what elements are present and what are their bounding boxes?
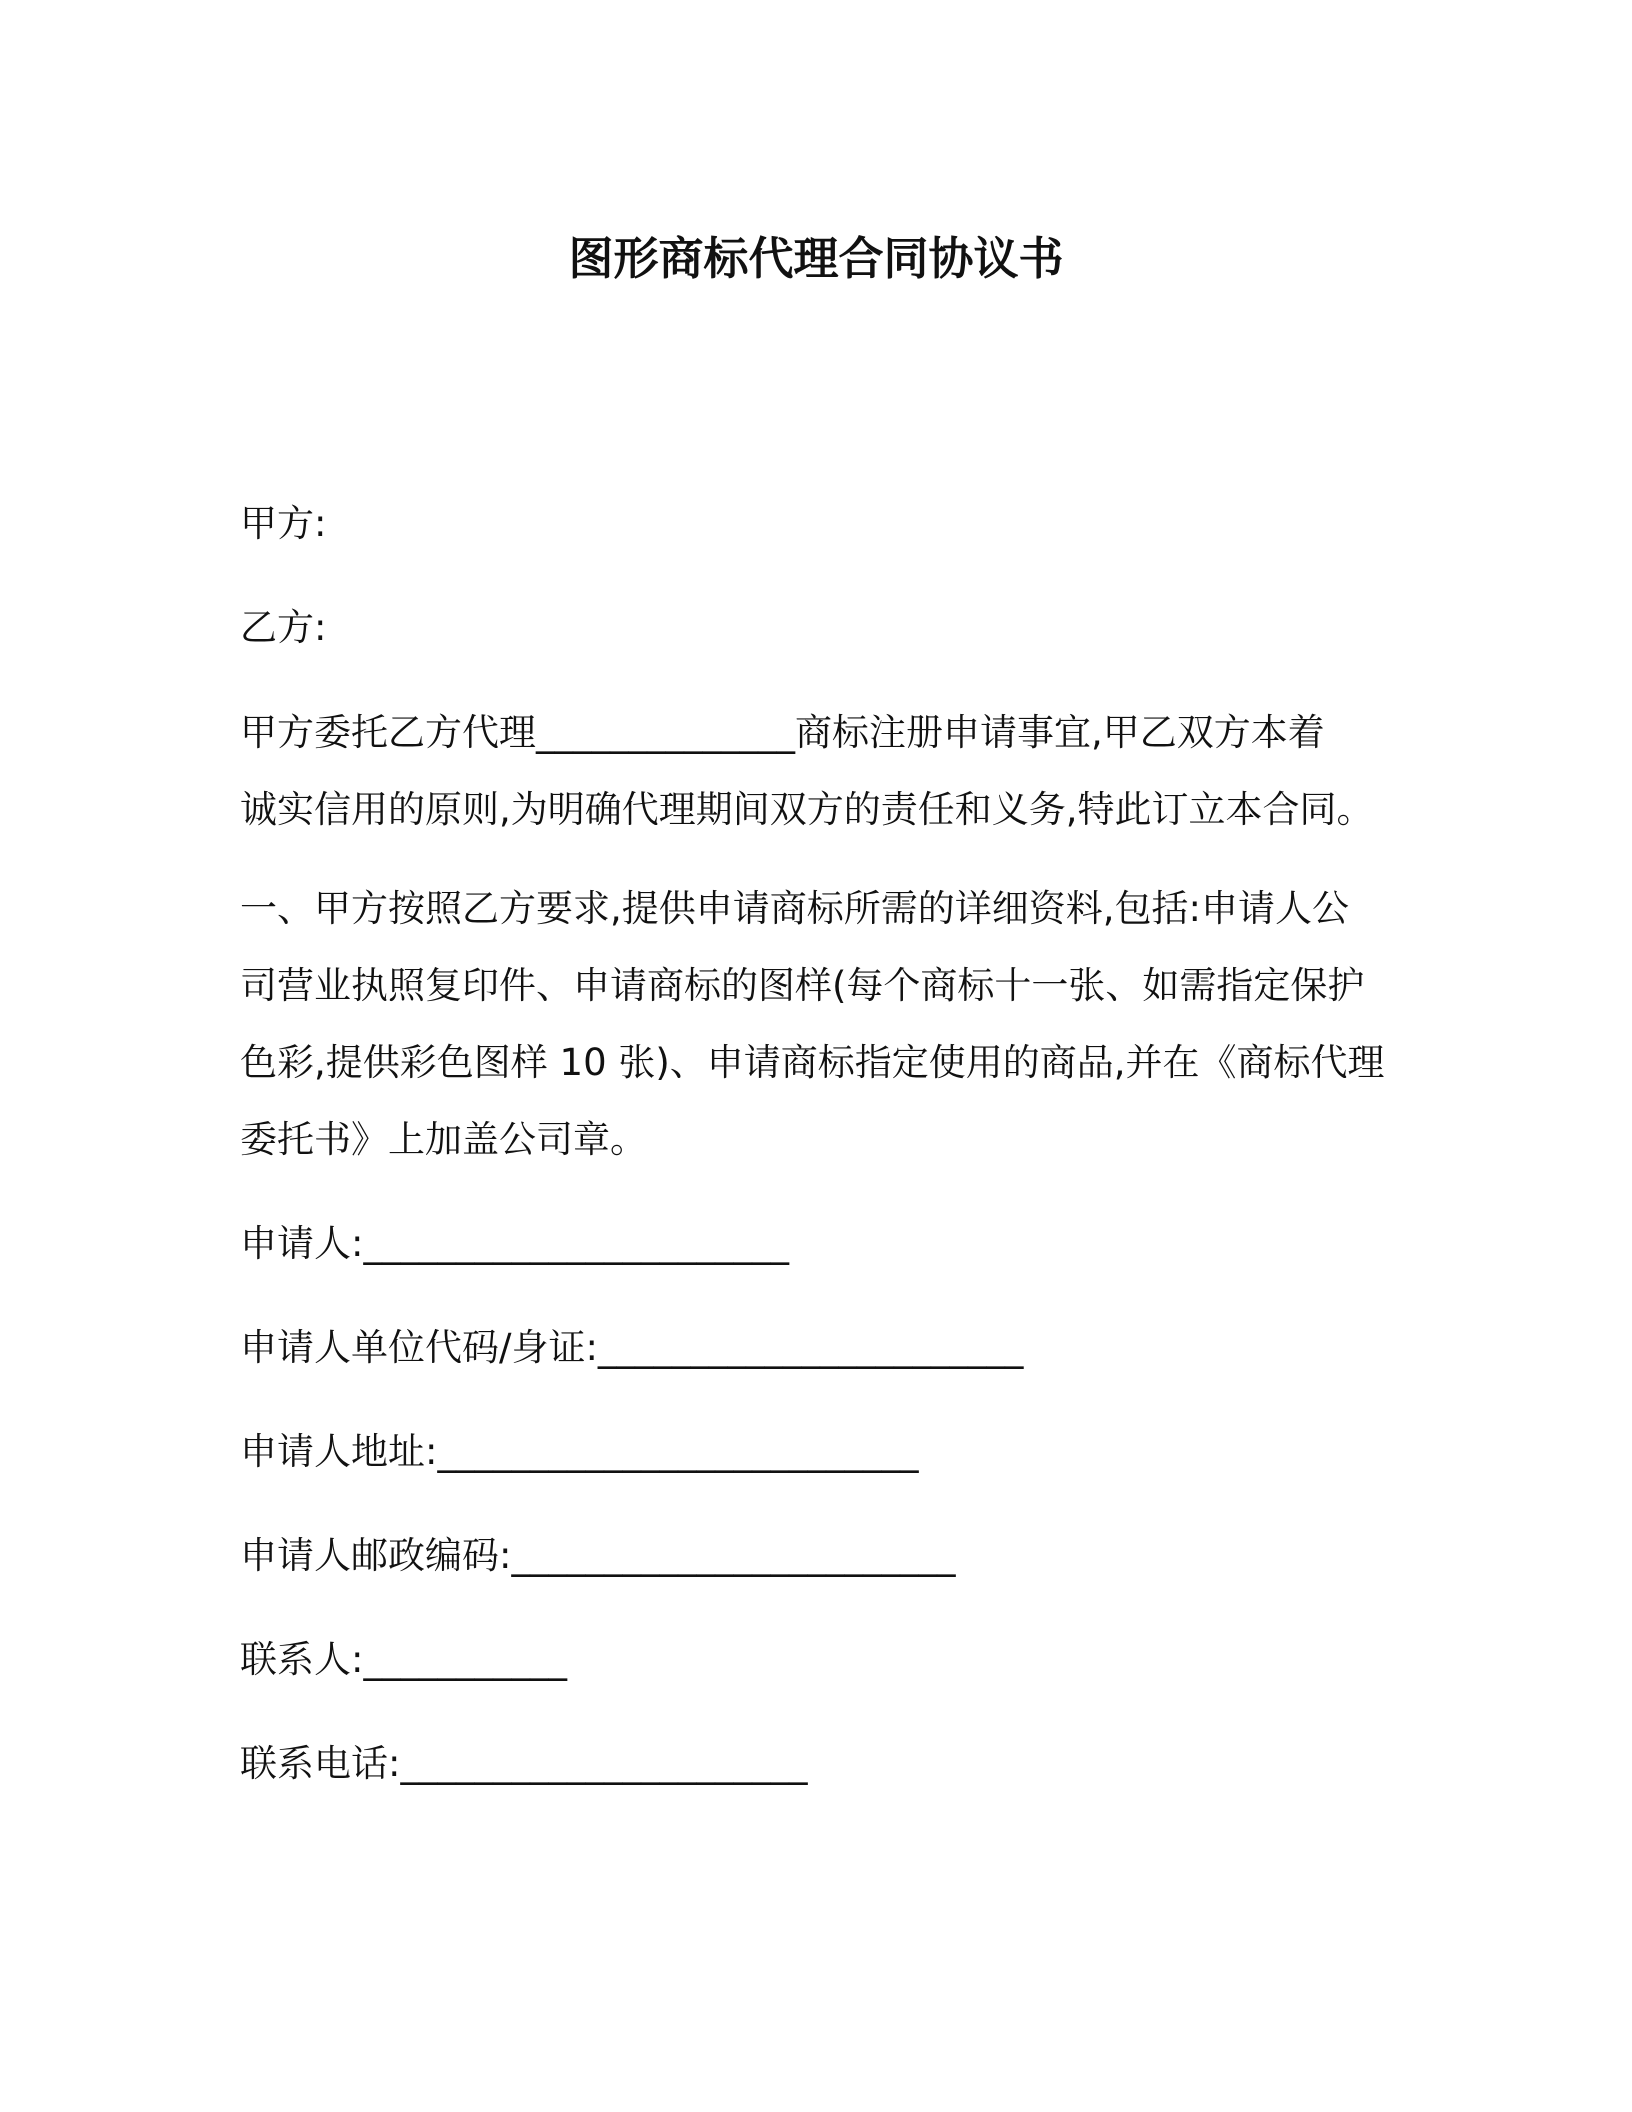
contact-phone-field: 联系电话:______________________ — [240, 1742, 808, 1785]
intro-line: 诚实信用的原则,为明确代理期间双方的责任和义务,特此订立本合同。 — [240, 788, 1374, 831]
intro-line: 甲方委托乙方代理______________商标注册申请事宜,甲乙双方本着 — [240, 711, 1325, 754]
applicant-code-field: 申请人单位代码/身证:_______________________ — [240, 1326, 1024, 1369]
clause-one-line: 色彩,提供彩色图样 10 张)、申请商标指定使用的商品,并在《商标代理 — [240, 1041, 1385, 1084]
applicant-field: 申请人:_______________________ — [240, 1222, 789, 1265]
contact-field: 联系人:___________ — [240, 1638, 567, 1681]
clause-one-line: 委托书》上加盖公司章。 — [240, 1118, 647, 1161]
clause-one-paragraph — [240, 870, 1390, 1178]
intro-paragraph — [240, 694, 1390, 848]
clause-one-line: 司营业执照复印件、申请商标的图样(每个商标十一张、如需指定保护 — [240, 964, 1365, 1007]
party-b-label: 乙方: — [240, 606, 327, 649]
party-a-label: 甲方: — [240, 502, 327, 545]
document-title: 图形商标代理合同协议书 — [568, 232, 1064, 285]
applicant-address-field: 申请人地址:__________________________ — [240, 1430, 919, 1473]
clause-one-line: 一、甲方按照乙方要求,提供申请商标所需的详细资料,包括:申请人公 — [240, 887, 1349, 930]
applicant-postcode-field: 申请人邮政编码:________________________ — [240, 1534, 956, 1577]
